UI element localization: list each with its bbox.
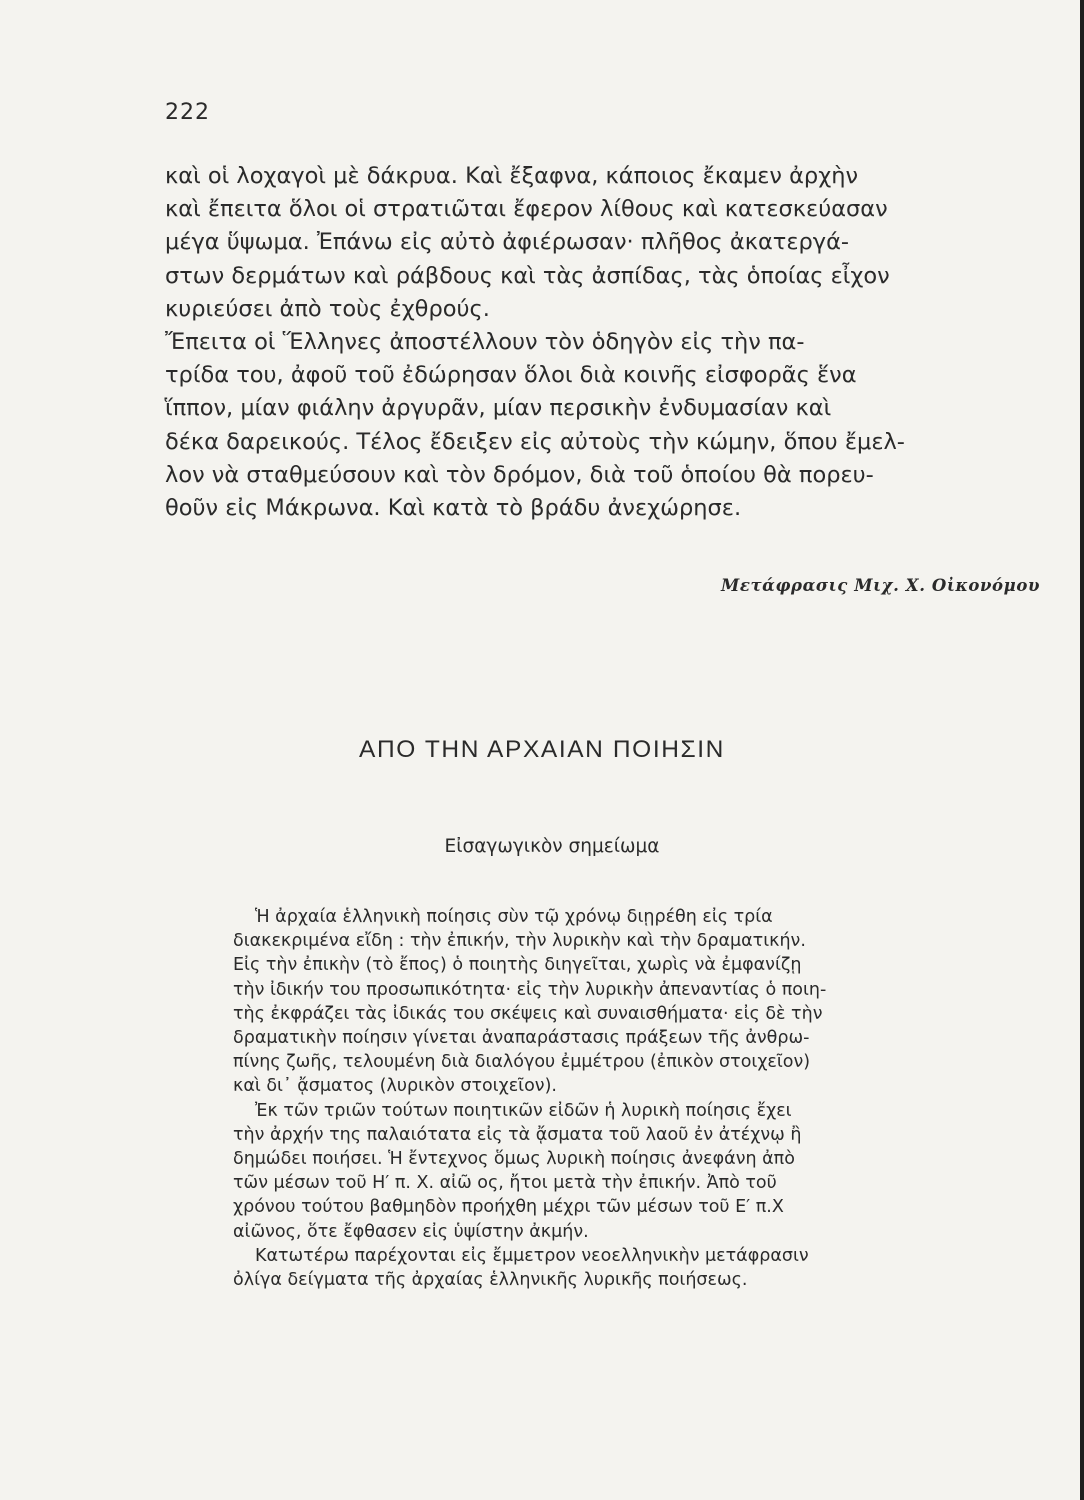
intro-line: πίνης ζωῆς, τελουμένη διὰ διαλόγου ἐμμέτρου (ἐπικὸν στοιχεῖον): [233, 1052, 811, 1073]
passage-line: καὶ ἔπειτα ὅλοι οἱ στρατιῶται ἔφερον λίθους καὶ κατεσκεύασαν: [165, 196, 888, 223]
passage-line: Ἔπειτα οἱ Ἕλληνες ἀποστέλλουν τὸν ὁδηγὸν εἰς τὴν πα-: [165, 329, 805, 356]
intro-line: Ἡ ἀρχαία ἑλληνικὴ ποίησις σὺν τῷ χρόνῳ διῃρέθη εἰς τρία: [255, 907, 773, 927]
section-title: ΑΠΟ ΤΗΝ ΑΡΧΑΙΑΝ ΠΟΙΗΣΙΝ: [359, 736, 725, 763]
passage-line: δέκα δαρεικούς. Τέλος ἔδειξεν εἰς αὐτοὺς τὴν κώμην, ὅπου ἔμελ-: [165, 428, 905, 455]
passage-line: λον νὰ σταθμεύσουν καὶ τὸν δρόμον, διὰ τοῦ ὁποίου θὰ πορευ-: [165, 461, 874, 488]
passage-line: μέγα ὕψωμα. Ἐπάνω εἰς αὐτὸ ἀφιέρωσαν· πλῆθος ἀκατεργά-: [165, 229, 850, 256]
section-subtitle: Εἰσαγωγικὸν σημείωμα: [444, 836, 660, 857]
translator-credit: Μετάφρασις Μιχ. Χ. Οἰκονόμου: [720, 576, 1040, 595]
intro-line: τῶν μέσων τοῦ Η′ π. Χ. αἰῶ ος, ἤτοι μετὰ τὴν ἐπικήν. Ἀπὸ τοῦ: [233, 1173, 777, 1194]
passage-line: στων δερμάτων καὶ ράβδους καὶ τὰς ἀσπίδας, τὰς ὁποίας εἶχον: [165, 262, 890, 289]
passage-text: [165, 160, 1035, 525]
passage-line: κυριεύσει ἀπὸ τοὺς ἐχθρούς.: [165, 295, 490, 322]
intro-line: δραματικὴν ποίησιν γίνεται ἀναπαράστασις πράξεων τῆς ἀνθρω-: [233, 1028, 810, 1049]
passage-line: θοῦν εἰς Μάκρωνα. Καὶ κατὰ τὸ βράδυ ἀνεχώρησε.: [165, 495, 742, 522]
intro-line: διακεκριμένα εἴδη : τὴν ἐπικήν, τὴν λυρικὴν καὶ τὴν δραματικήν.: [233, 931, 806, 952]
passage-line: τρίδα του, ἀφοῦ τοῦ ἐδώρησαν ὅλοι διὰ κοινῆς εἰσφορᾶς ἕνα: [165, 362, 857, 389]
intro-line: Εἰς τὴν ἐπικὴν (τὸ ἔπος) ὁ ποιητὴς διηγεῖται, χωρὶς νὰ ἐμφανίζῃ: [233, 955, 802, 976]
passage-line: ἵππον, μίαν φιάλην ἀργυρᾶν, μίαν περσικὴν ἐνδυμασίαν καὶ: [165, 395, 832, 422]
page-number: 222: [165, 100, 210, 125]
intro-line: αἰῶνος, ὅτε ἔφθασεν εἰς ὑψίστην ἀκμήν.: [233, 1221, 589, 1242]
page-edge-shadow: [1080, 0, 1084, 1500]
intro-line: τὴν ἀρχήν της παλαιότατα εἰς τὰ ᾄσματα τοῦ λαοῦ ἐν ἀτέχνῳ ἢ: [233, 1124, 802, 1145]
intro-paragraph: [233, 1244, 1053, 1292]
intro-line: τὴς ἐκφράζει τὰς ἰδικάς του σκέψεις καὶ συναισθήματα· εἰς δὲ τὴν: [233, 1003, 823, 1024]
intro-note-text: [233, 905, 1053, 1292]
intro-line: Ἐκ τῶν τριῶν τούτων ποιητικῶν εἰδῶν ἡ λυρικὴ ποίησις ἔχει: [255, 1100, 792, 1121]
intro-line: δημώδει ποιήσει. Ἡ ἔντεχνος ὅμως λυρικὴ ποίησις ἀνεφάνη ἀπὸ: [233, 1149, 795, 1170]
intro-line: καὶ δι᾽ ᾄσματος (λυρικὸν στοιχεῖον).: [233, 1076, 557, 1097]
intro-line: χρόνου τούτου βαθμηδὸν προήχθη μέχρι τῶν μέσων τοῦ Ε′ π.Χ: [233, 1197, 784, 1218]
intro-line: Κατωτέρω παρέχονται εἰς ἔμμετρον νεοελληνικὴν μετάφρασιν: [255, 1245, 809, 1266]
intro-line: τὴν ἰδικήν του προσωπικότητα· εἰς τὴν λυρικὴν ἀπεναντίας ὁ ποιη-: [233, 979, 827, 1000]
passage-line: καὶ οἱ λοχαγοὶ μὲ δάκρυα. Καὶ ἔξαφνα, κάποιος ἔκαμεν ἀρχὴν: [165, 163, 859, 189]
intro-paragraph: [233, 905, 1053, 1099]
intro-paragraph: [233, 1099, 1053, 1244]
intro-line: ὀλίγα δείγματα τῆς ἀρχαίας ἑλληνικῆς λυρικῆς ποιήσεως.: [233, 1270, 748, 1291]
